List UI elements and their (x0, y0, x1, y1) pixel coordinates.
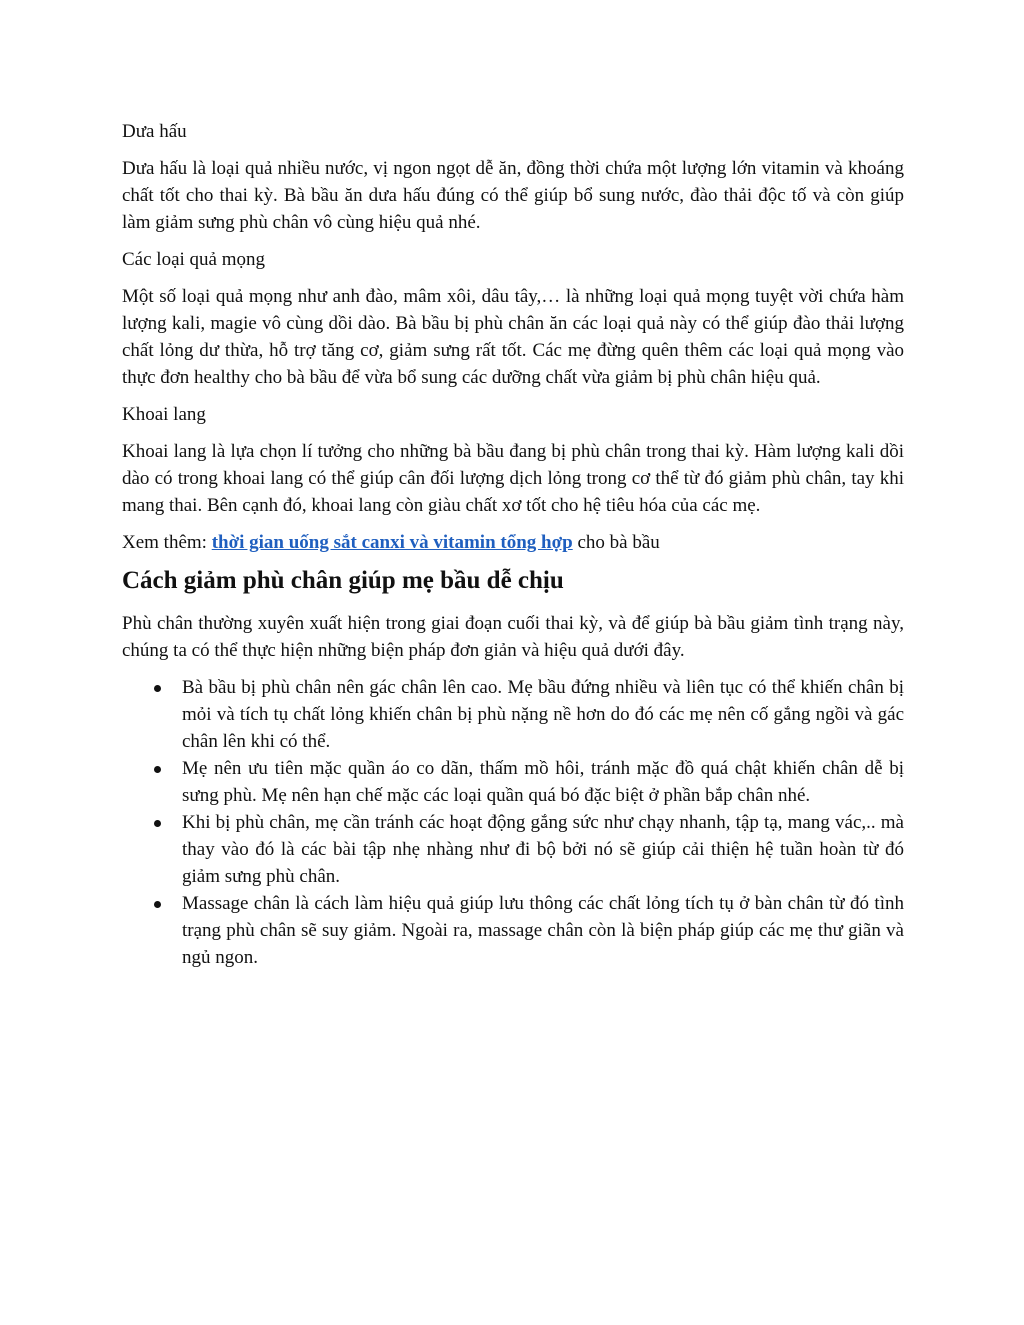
tips-list (122, 674, 904, 971)
list-item-text: Khi bị phù chân, mẹ cần tránh các hoạt động gắng sức như chạy nhanh, tập tạ, mang vác,.. mà thay vào đó là các bài tập nhẹ nhàng như đi bộ bởi nó sẽ giúp cải thiện hệ tuần hoàn từ đó giảm sưng phù chân. (182, 812, 904, 887)
list-item-text: Massage chân là cách làm hiệu quả giúp lưu thông các chất lỏng tích tụ ở bàn chân từ đó tình trạng phù chân sẽ suy giảm. Ngoài ra, massage chân còn là biện pháp giúp các mẹ thư giãn và ngủ ngon. (182, 893, 904, 968)
section-label-berries: Các loại quả mọng (122, 249, 265, 270)
list-item (122, 890, 904, 971)
intro-paragraph: Phù chân thường xuyên xuất hiện trong giai đoạn cuối thai kỳ, và để giúp bà bầu giảm tình trạng này, chúng ta có thể thực hiện những biện pháp đơn giản và hiệu quả dưới đây. (122, 613, 904, 661)
list-item (122, 755, 904, 809)
see-also-line (122, 529, 904, 556)
list-item (122, 809, 904, 890)
section-text-watermelon: Dưa hấu là loại quả nhiều nước, vị ngon ngọt dễ ăn, đồng thời chứa một lượng lớn vitamin và khoáng chất tốt cho thai kỳ. Bà bầu ăn dưa hấu đúng có thể giúp bổ sung nước, đào thải độc tố và còn giúp làm giảm sưng phù chân vô cùng hiệu quả nhé. (122, 158, 904, 233)
section-label-watermelon: Dưa hấu (122, 121, 187, 142)
document-page (122, 118, 904, 971)
list-item-text: Bà bầu bị phù chân nên gác chân lên cao. Mẹ bầu đứng nhiều và liên tục có thể khiến chân bị mỏi và tích tụ chất lỏng khiến chân bị phù nặng nề hơn do đó các mẹ nên cố gắng ngồi và gác chân lên khi có thể. (182, 677, 904, 752)
list-item (122, 674, 904, 755)
section-text-berries: Một số loại quả mọng như anh đào, mâm xôi, dâu tây,… là những loại quả mọng tuyệt vời chứa hàm lượng kali, magie vô cùng dồi dào. Bà bầu bị phù chân ăn các loại quả này có thể giúp đào thải lượng chất lỏng dư thừa, hỗ trợ tăng cơ, giảm sưng rất tốt. Các mẹ đừng quên thêm các loại quả mọng vào thực đơn healthy cho bà bầu để vừa bổ sung các dưỡng chất vừa giảm bị phù chân hiệu quả. (122, 286, 904, 388)
bullet-icon (154, 901, 161, 908)
section-heading: Cách giảm phù chân giúp mẹ bầu dễ chịu (122, 567, 564, 594)
section-label-sweet-potato: Khoai lang (122, 404, 206, 425)
see-also-suffix: cho bà bầu (572, 532, 660, 553)
list-item-text: Mẹ nên ưu tiên mặc quần áo co dãn, thấm mồ hôi, tránh mặc đồ quá chật khiến chân dễ bị sưng phù. Mẹ nên hạn chế mặc các loại quần quá bó đặc biệt ở phần bắp chân nhé. (182, 758, 904, 806)
bullet-icon (154, 685, 161, 692)
bullet-icon (154, 820, 161, 827)
see-also-link[interactable]: thời gian uống sắt canxi và vitamin tổng hợp (211, 532, 573, 553)
section-text-sweet-potato: Khoai lang là lựa chọn lí tưởng cho những bà bầu đang bị phù chân trong thai kỳ. Hàm lượng kali dồi dào có trong khoai lang có thể giúp cân đối lượng dịch lỏng trong cơ thể từ đó giảm phù chân, tay khi mang thai. Bên cạnh đó, khoai lang còn giàu chất xơ tốt cho hệ tiêu hóa của các mẹ. (122, 441, 904, 516)
see-also-prefix: Xem thêm: (122, 532, 212, 553)
bullet-icon (154, 766, 161, 773)
